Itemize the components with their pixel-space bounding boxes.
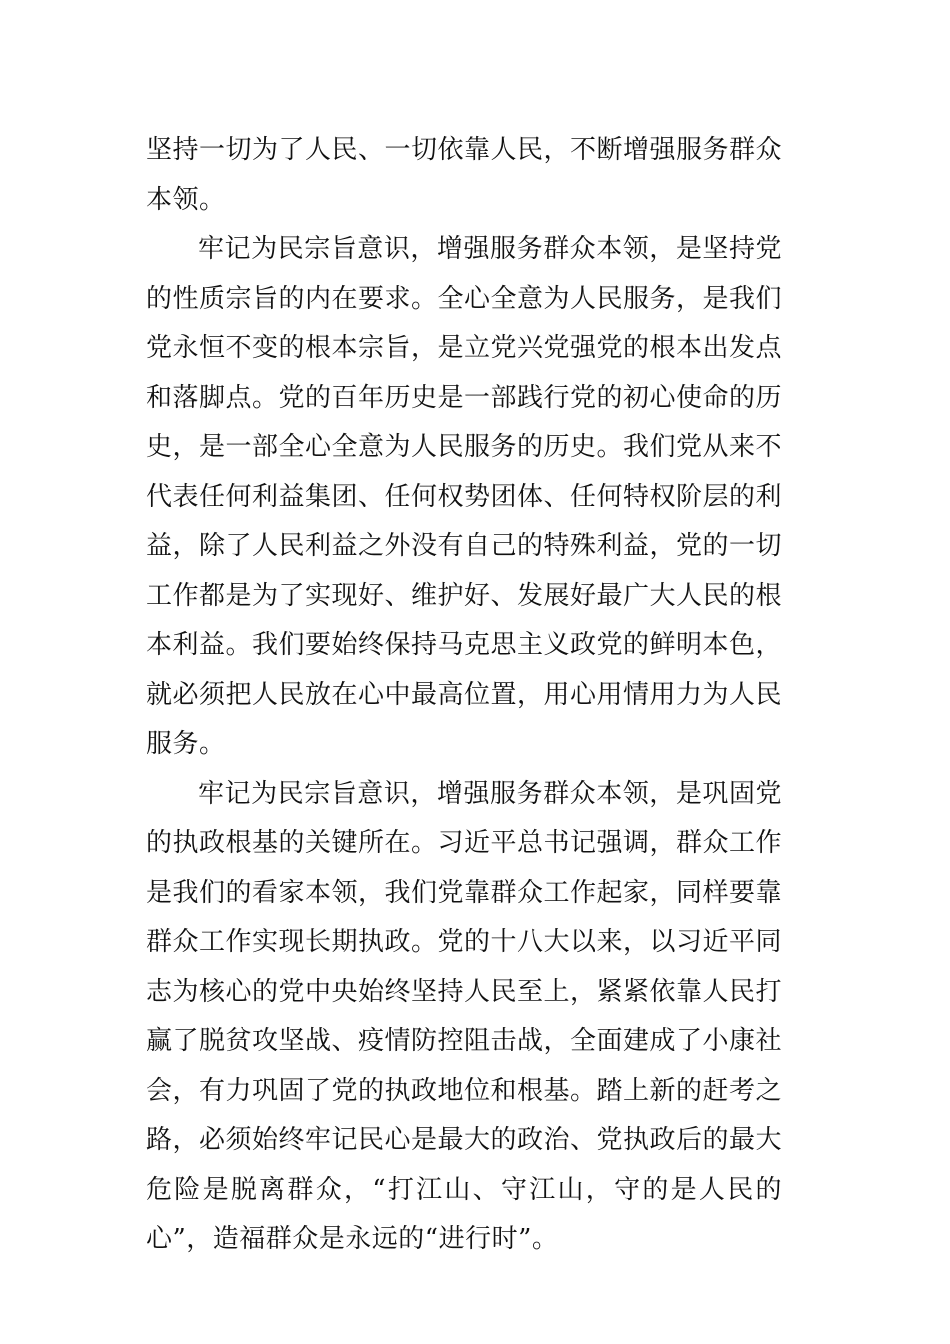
paragraph-1: 坚持一切为了人民、一切依靠人民，不断增强服务群众本领。: [146, 135, 783, 215]
body-text: [146, 126, 782, 1265]
paragraph-2: 牢记为民宗旨意识，增强服务群众本领，是坚持党的性质宗旨的内在要求。全心全意为人民服务，是我们党永恒不变的根本宗旨，是立党兴党强党的根本出发点和落脚点。党的百年历史是一部践行党的初心使命的历史，是一部全心全意为人民服务的历史。我们党从来不代表任何利益集团、任何权势团体、任何特权阶层的利益，除了人民利益之外没有自己的特殊利益，党的一切工作都是为了实现好、维护好、发展好最广大人民的根本利益。我们要始终保持马克思主义政党的鲜明本色，就必须把人民放在心中最高位置，用心用情用力为人民服务。: [146, 234, 783, 759]
paragraph-3: 牢记为民宗旨意识，增强服务群众本领，是巩固党的执政根基的关键所在。习近平总书记强调，群众工作是我们的看家本领，我们党靠群众工作起家，同样要靠群众工作实现长期执政。党的十八大以来，以习近平同志为核心的党中央始终坚持人民至上，紧紧依靠人民打赢了脱贫攻坚战、疫情防控阻击战，全面建成了小康社会，有力巩固了党的执政地位和根基。踏上新的赶考之路，必须始终牢记民心是最大的政治、党执政后的最大危险是脱离群众，“打江山、守江山，守的是人民的心”，造福群众是永远的“进行时”。: [146, 778, 783, 1254]
